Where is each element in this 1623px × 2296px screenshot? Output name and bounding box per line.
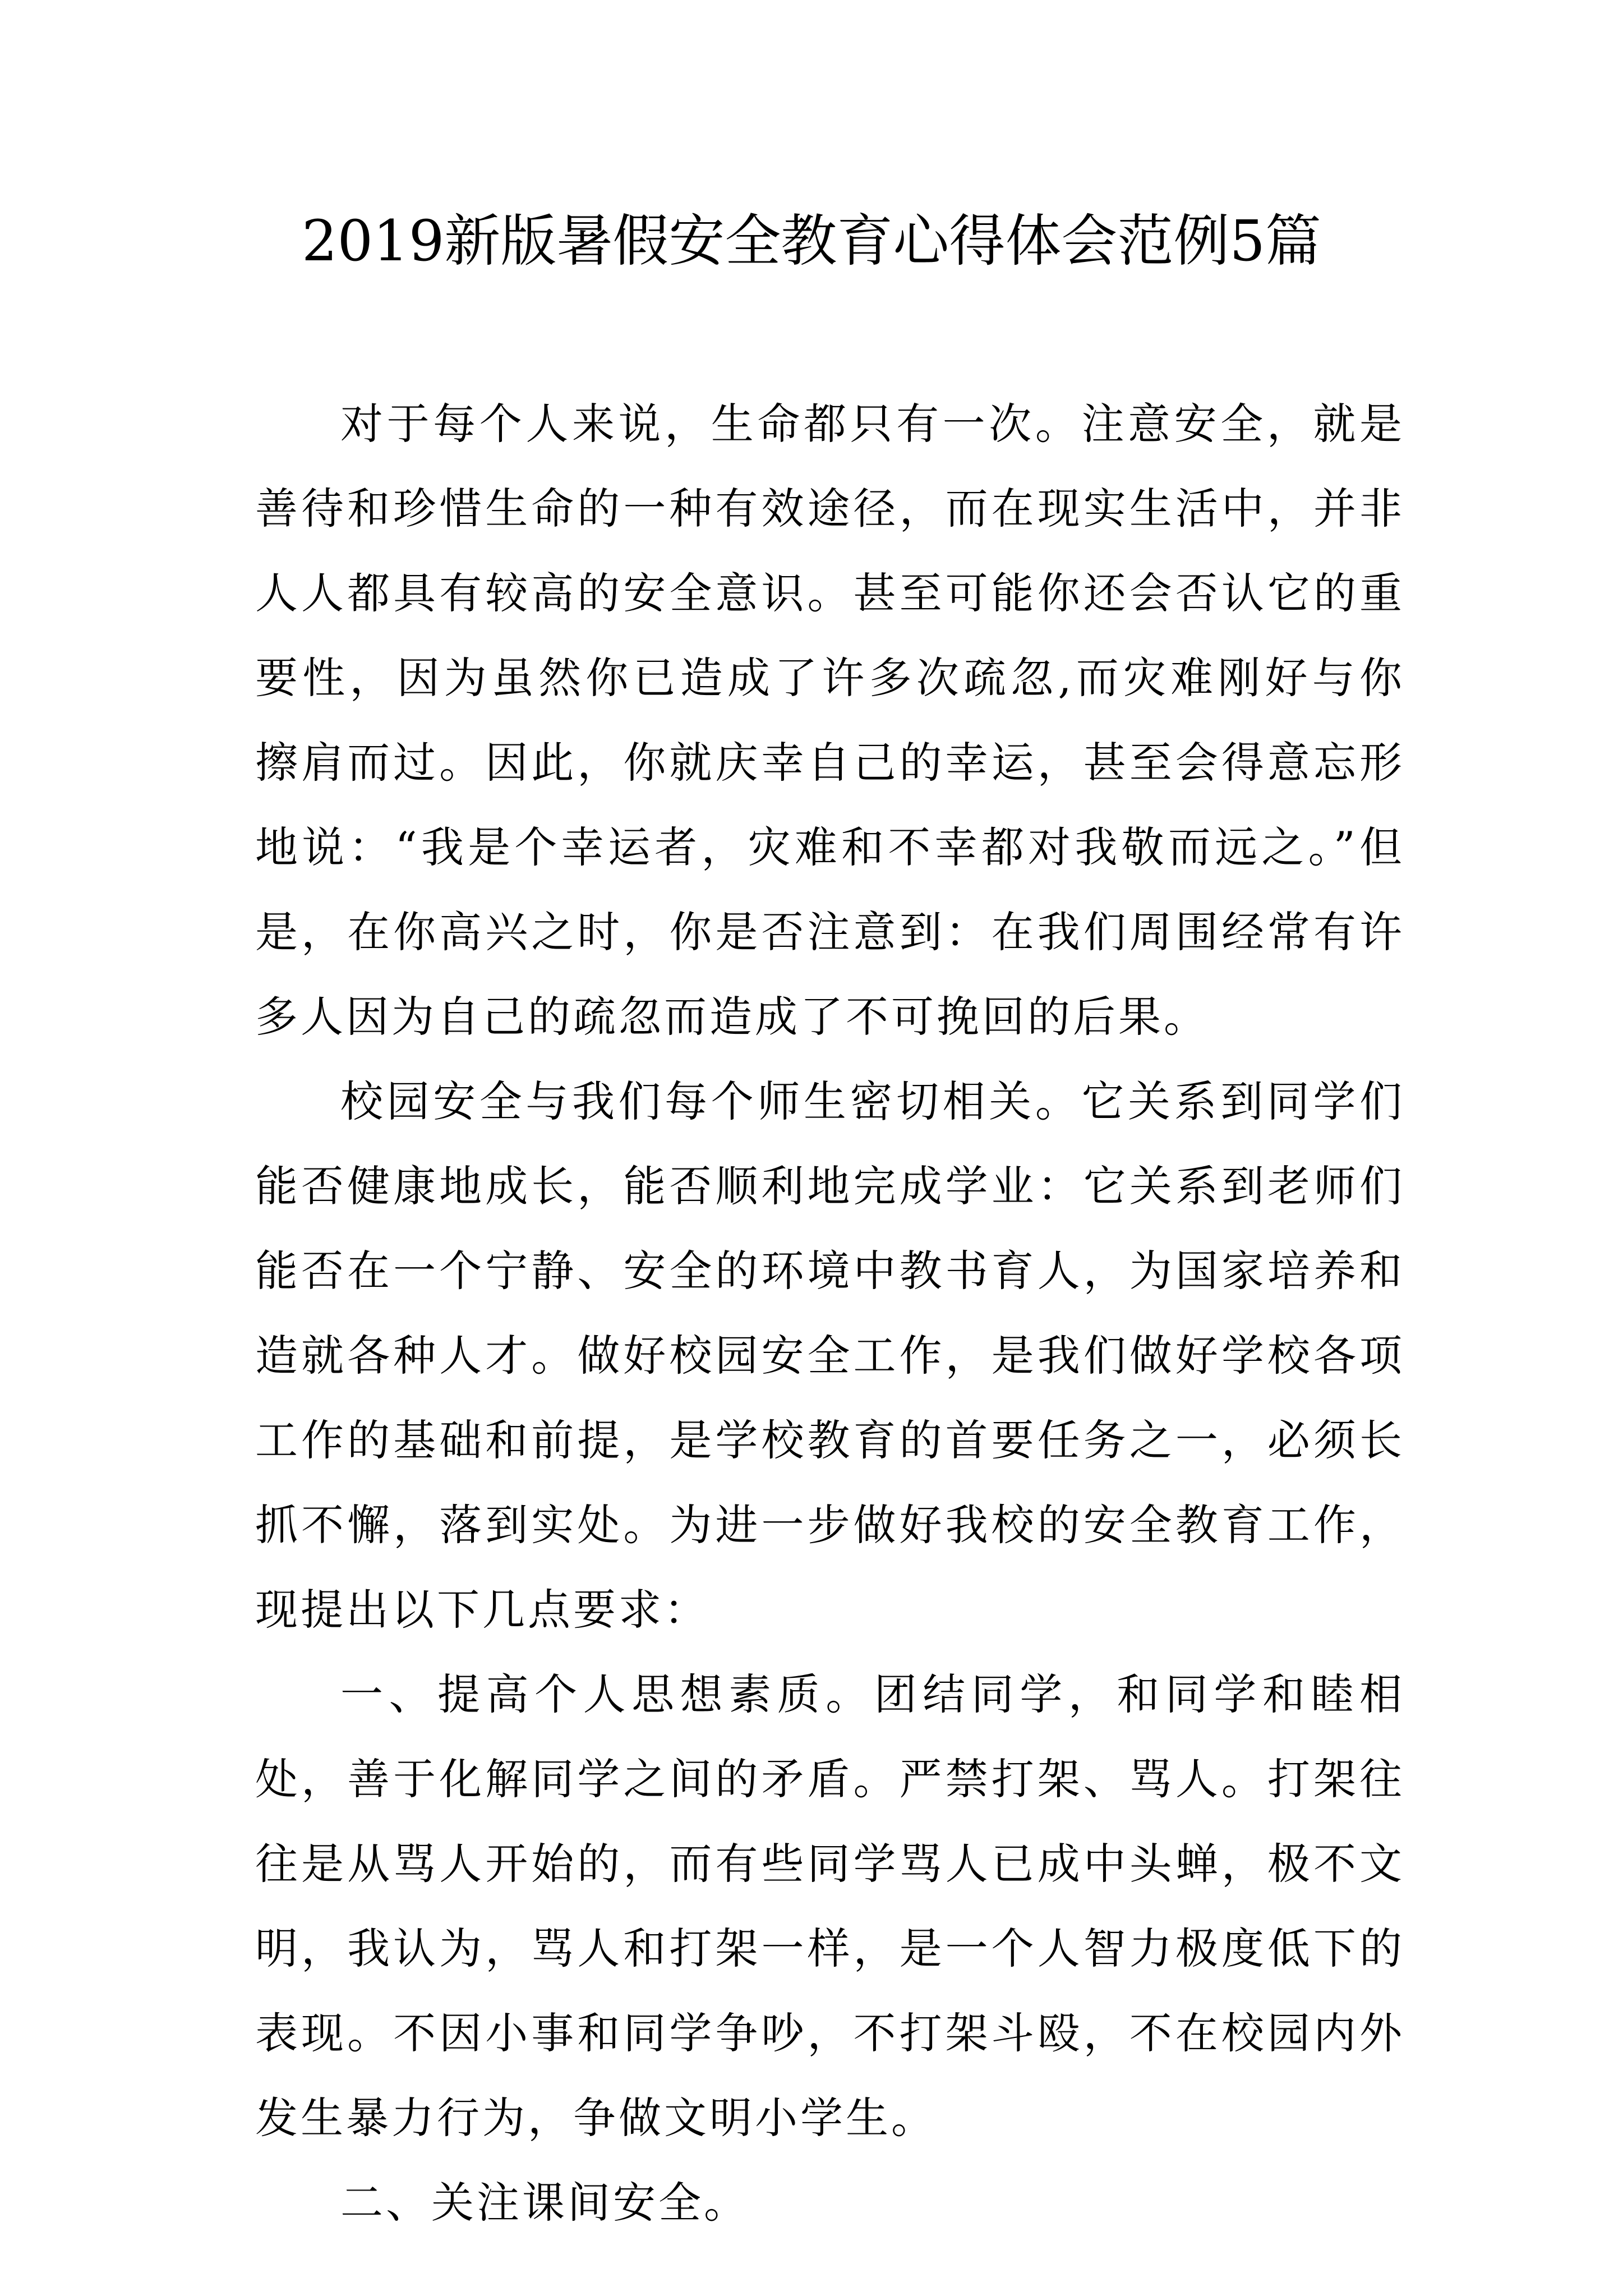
paragraph-point-one: 一、提高个人思想素质。团结同学，和同学和睦相处，善于化解同学之间的矛盾。严禁打架、骂人。打架往往是从骂人开始的，而有些同学骂人已成中头蝉，极不文明，我认为，骂人和打架一样，是一个人智力极度低下的表现。不因小事和同学争吵，不打架斗殴，不在校园内外发生暴力行为，争做文明小学生。 (255, 1669, 1405, 2143)
document-body (255, 381, 1405, 2245)
paragraph-point-two: 二、关注课间安全。 (340, 2178, 749, 2228)
paragraph-intro: 对于每个人来说，生命都只有一次。注意安全，就是善待和珍惜生命的一种有效途径，而在现实生活中，并非人人都具有较高的安全意识。甚至可能你还会否认它的重要性，因为虽然你已造成了许多次疏忽,而灾难刚好与你擦肩而过。因此，你就庆幸自己的幸运，甚至会得意忘形地说：“我是个幸运者，灾难和不幸都对我敬而远之。”但是，在你高兴之时，你是否注意到：在我们周围经常有许多人因为自己的疏忽而造成了不可挽回的后果。 (255, 399, 1405, 1042)
paragraph-campus-safety: 校园安全与我们每个师生密切相关。它关系到同学们能否健康地成长，能否顺利地完成学业：它关系到老师们能否在一个宁静、安全的环境中教书育人，为国家培养和造就各种人才。做好校园安全工作，是我们做好学校各项工作的基础和前提，是学校教育的首要任务之一，必须长抓不懈，落到实处。为进一步做好我校的安全教育工作，现提出以下几点要求： (255, 1076, 1405, 1635)
document-title: 2019新版暑假安全教育心得体会范例5篇 (301, 208, 1322, 274)
